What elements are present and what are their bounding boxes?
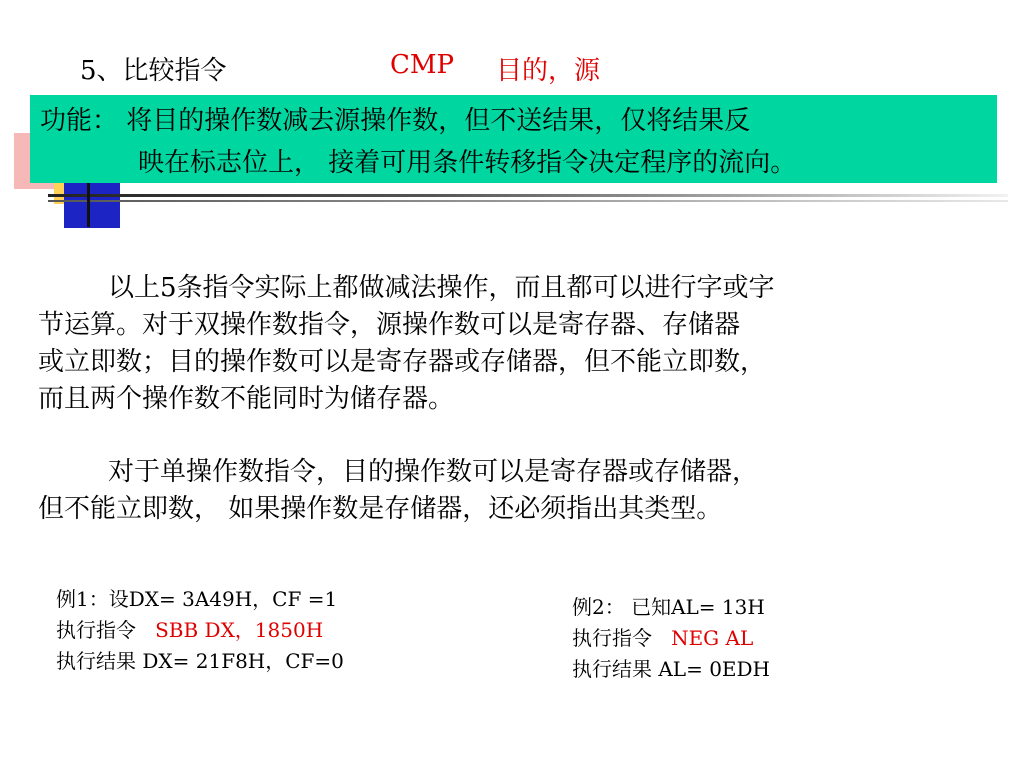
example-1-exec-label: 执行指令 xyxy=(56,618,136,642)
decor-horizontal-rule-thin xyxy=(48,200,1008,202)
decor-blue-square xyxy=(64,182,120,228)
paragraph-line: 对于单操作数指令，目的操作数可以是寄存器或存储器， xyxy=(108,457,759,487)
example-2-exec xyxy=(572,623,770,654)
example-1-exec xyxy=(56,615,344,646)
example-1-given: 例1：设DX= 3A49H，CF =1 xyxy=(56,587,338,611)
example-2-result: 执行结果 AL= 0EDH xyxy=(572,657,770,681)
example-1-exec-instruction: SBB DX，1850H xyxy=(155,618,324,642)
function-line-2: 映在标志位上， 接着可用条件转移指令决定程序的流向。 xyxy=(138,148,797,178)
decor-vertical-rule xyxy=(87,183,90,227)
paragraph-line: 而且两个操作数不能同时为储存器。 xyxy=(38,384,455,414)
example-2-exec-instruction: NEG AL xyxy=(671,626,754,650)
slide-heading xyxy=(80,50,601,87)
heading-number-label: 5、比较指令 xyxy=(80,56,227,86)
paragraph-single-operand xyxy=(38,454,758,528)
example-1 xyxy=(56,584,344,677)
function-line-1: 功能： 将目的操作数减去源操作数，但不送结果，仅将结果反 xyxy=(40,106,751,136)
heading-operands: 目的，源 xyxy=(496,56,601,86)
function-box xyxy=(30,95,997,183)
paragraph-line: 但不能立即数， 如果操作数是存储器，还必须指出其类型。 xyxy=(38,494,723,524)
decor-horizontal-rule xyxy=(48,194,1008,197)
example-2 xyxy=(572,592,770,685)
paragraph-line: 以上5条指令实际上都做减法操作，而且都可以进行字或字 xyxy=(108,273,775,303)
paragraph-line: 或立即数；目的操作数可以是寄存器或存储器，但不能立即数， xyxy=(38,347,767,377)
paragraph-line: 节运算。对于双操作数指令，源操作数可以是寄存器、存储器 xyxy=(38,310,741,340)
example-1-result: 执行结果 DX= 21F8H，CF=0 xyxy=(56,649,344,673)
example-2-exec-label: 执行指令 xyxy=(572,626,652,650)
heading-mnemonic: CMP xyxy=(390,50,455,80)
example-2-given: 例2： 已知AL= 13H xyxy=(572,595,765,619)
paragraph-subtraction-instructions xyxy=(38,270,775,418)
